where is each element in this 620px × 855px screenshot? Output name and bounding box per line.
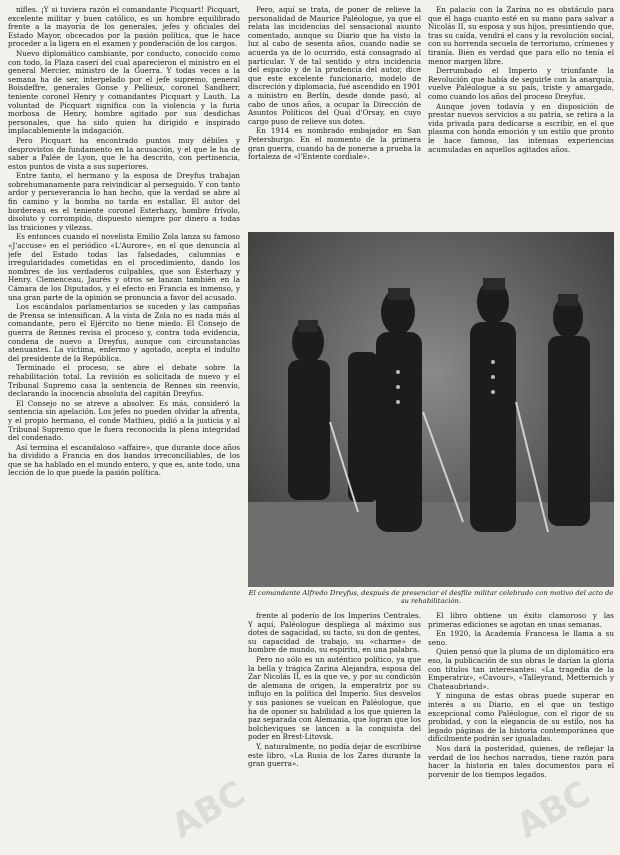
paragraph: Pero, aquí se trata, de poner de relieve la personalidad de Maurice Paléologue, ya que el relata las incidencias del sensacional asunto comentado, aunque su Diario que ha visto la luz al cabo de sesenta años, cuando nadie se acuerda ya de lo ocurrido, está consagrado al particular. Y de tal sentido y otra incidencia del espacio y de la prudencia del autor, dice que este excelente funcionario, modelo de discreción y diplomacia, fué ascendido en 1901 a ministro en Berlín, desde donde pasó, al cabo de unos años, a ocupar la Dirección de Asuntos Políticos del Quai d'Orsay, en cuyo cargo puso de relieve sus dotes.	[248, 6, 421, 126]
article-column-middle-bottom	[248, 612, 421, 848]
paragraph: Terminado el proceso, se abre el debate sobre la rehabilitación total. La revisión es solicitada de nuevo y el Tribunal Supremo casa la sentencia de Rennes sin reenvío, declarando la inocencia absoluta del capitán Dreyfus.	[8, 363, 240, 399]
article-column-middle-top	[248, 6, 421, 226]
photo-illustration	[248, 232, 614, 587]
paragraph: En 1920, la Academia Francesa le llama a su seno.	[428, 629, 614, 647]
paragraph: Derrumbado el Imperio y triunfante la Revolución que había de seguirle con la anarquía, vuelve Paléologue a su país, triste y amargado, como cuando los años del proceso Dreyfus.	[428, 66, 614, 101]
paragraph: Es entonces cuando el novelista Emilio Zola lanza su famoso «J'accuse» en el periódico «L'Aurore», en el que denuncia al jefe del Estado todas las falsedades, calumnias e irregularidades cometidas en el procedimiento, dando los nombres de los verdaderos culpables, que son Esterhazy y Henry. Clemenceau, Jaurès y otros se lanzan también en la Cámara de los Diputados, y el efecto en Francia es inmenso, y una gran parte de la opinión se pronuncia a favor del acusado.	[8, 232, 240, 302]
article-photo	[248, 232, 614, 587]
paragraph: Nuevo diplomático cambiante, por conducto, conocido como con todo, la Plaza caserí del cual aparecieron el ministro en el general Mercier, ministro de la Guerra. Y todas veces a la semana ha de ser, interpelado por el jefe supremo, general Boisdeffre, generales Gonse y Pellieux, coronel Sandherr, teniente coronel Henry y comandantes Picquart y Lauth. La voluntad de Picquart significa con la violencia y la furia morbosa de Henry, hombre agitado por sus desdichas personales, que ha sido quien ha dirigido e inspirado implacablemente la indagación.	[8, 48, 240, 136]
photo-caption: El comandante Alfredo Dreyfus, después de presenciar el desfile militar celebrado con motivo del acto de su rehabilitación.	[248, 589, 614, 605]
paragraph: Aunque joven todavía y en disposición de prestar nuevos servicios a su patria, se retira a la vida privada para dedicarse a escribir, en el que plasma con honda emoción y un estilo que pronto le hace famoso, las intensas experiencias acumuladas en aquellos agitados años.	[428, 101, 614, 154]
paragraph: En 1914 es nombrado embajador en San Petersburgo. En el momento de la primera gran guerra, cuando ha de ponerse a prueba la fortaleza de «l'Entente cordiale».	[248, 126, 421, 162]
watermark: ABC	[165, 773, 253, 847]
paragraph: El Consejo no se atreve a absolver. Es más, consideró la sentencia sin apelación. Los jefes no pueden olvidar la afrenta, y el propio hermano, el conde Mathieu, pidió a la justicia y al Tribunal Supremo que le fuera reconocida la plena integridad del condenado.	[8, 398, 240, 443]
watermark: ABC	[510, 773, 598, 847]
article-column-left	[8, 6, 240, 848]
paragraph: frente al poderío de los Imperios Centrales. Y aquí, Paléologue despliega al máximo sus dotes de sagacidad, su tacto, su don de gentes, su capacidad de trabajo, su «charme» de hombre de mundo, su espíritu, en una palabra.	[248, 612, 421, 655]
paragraph: Así termina el escandaloso «affaire», que durante doce años ha dividido a Francia en dos bandos irreconciliables, de los que se ha hablado en el mundo entero, y que es, ante todo, una lección de lo que puede la pasión política.	[8, 442, 240, 478]
paragraph: Y ninguna de estas obras puede superar en interés a su Diario, en el que un testigo excepcional como Paléologue, con el rigor de su probidad, y con la elegancia de su estilo, nos ha legado páginas de la historia contemporánea que difícilmente podrán ser igualadas.	[428, 691, 614, 744]
paragraph: Y, naturalmente, no podía dejar de escribirse este libro, «La Rusia de los Zares durante la gran guerra».	[248, 741, 421, 769]
paragraph: Nos dará la posteridad, quienes, de reflejar la verdad de los hechos narrados, tiene razón para hacer la historia en tales documentos para el porvenir de los tiempos legados.	[428, 743, 614, 779]
paragraph: Entre tanto, el hermano y la esposa de Dreyfus trabajan sobrehumanamente para reivindicar al perseguido. Y con tanto ardor y perseverancia lo han hecho, que la verdad se abre al fin camino y la bomba no tarda en estallar. El autor del bordereau es el teniente coronel Esterhazy, hombre frívolo, disoluto y corrompido, dispuesto siempre por dinero a todas las traiciones y vilezas.	[8, 171, 240, 232]
paragraph: Quien pensó que la pluma de un diplomático era eso, la publicación de sus obras le darían la gloria con títulos tan interesantes: «La tragedia de la Emperatriz», «Cavour», «Talleyrand, Metternich y Chateaubriand».	[428, 647, 614, 691]
paragraph: Los escándalos parlamentarios se suceden y las campañas de Prensa se intensifican. A la vista de Zola no es nada más al comandante, pero el Ejército no tiene miedo. El Consejo de guerra de Rennes revisa el proceso y, contra toda evidencia, condena de nuevo a Dreyfus, aunque con circunstancias atenuantes. La víctima, enfermo y agotado, acepta el indulto del presidente de la República.	[8, 302, 240, 363]
article-column-right-top	[428, 6, 614, 226]
paragraph: En palacio con la Zarina no es obstáculo para que él haga cuanto esté en su mano para salvar a Nicolás II, su esposa y sus hijos, presintiendo que, tras su caída, vendrá el caos y la revolución social, con su horrenda secuela de terrorismo, crímenes y tiranía. Bien es verdad que para ello no tenía el menor margen libre.	[428, 6, 614, 66]
paragraph: nifles. ¡Y si tuviera razón el comandante Picquart! Picquart, excelente militar y buen católico, es un hombre equilibrado frente a la mayoría de los generales, jefes y oficiales del Estado Mayor, obcecados por la pasión política, que le hace proceder a la ligera en el examen y ponderación de los cargos.	[8, 6, 240, 49]
paragraph: Pero Picquart ha encontrado puntos muy débiles y desprovistos de fundamento en la acusación, y el que le ha de saber a Palée de Lyon, que le ha descrito, con pertinencia, estos puntos de vista a sus superiores.	[8, 135, 240, 171]
paragraph: Pero no sólo es un auténtico político, ya que la bella y trágica Zarina Alejandra, esposa del Zar Nicolás II, es la que ve, y por su condición de alemana de origen, la emperatriz por su influjo en la política del Imperio. Sus desvelos y sus pasiones se vuelcan en Paléologue, que ha de oponer su habilidad a los que quieren la paz separada con Alemania, que logran que los bolcheviques se lancen a la conquista del poder en Brest-Litovsk.	[248, 654, 421, 742]
paragraph: El libro obtiene un éxito clamoroso y las primeras ediciones se agotan en unas semanas.	[428, 612, 614, 629]
